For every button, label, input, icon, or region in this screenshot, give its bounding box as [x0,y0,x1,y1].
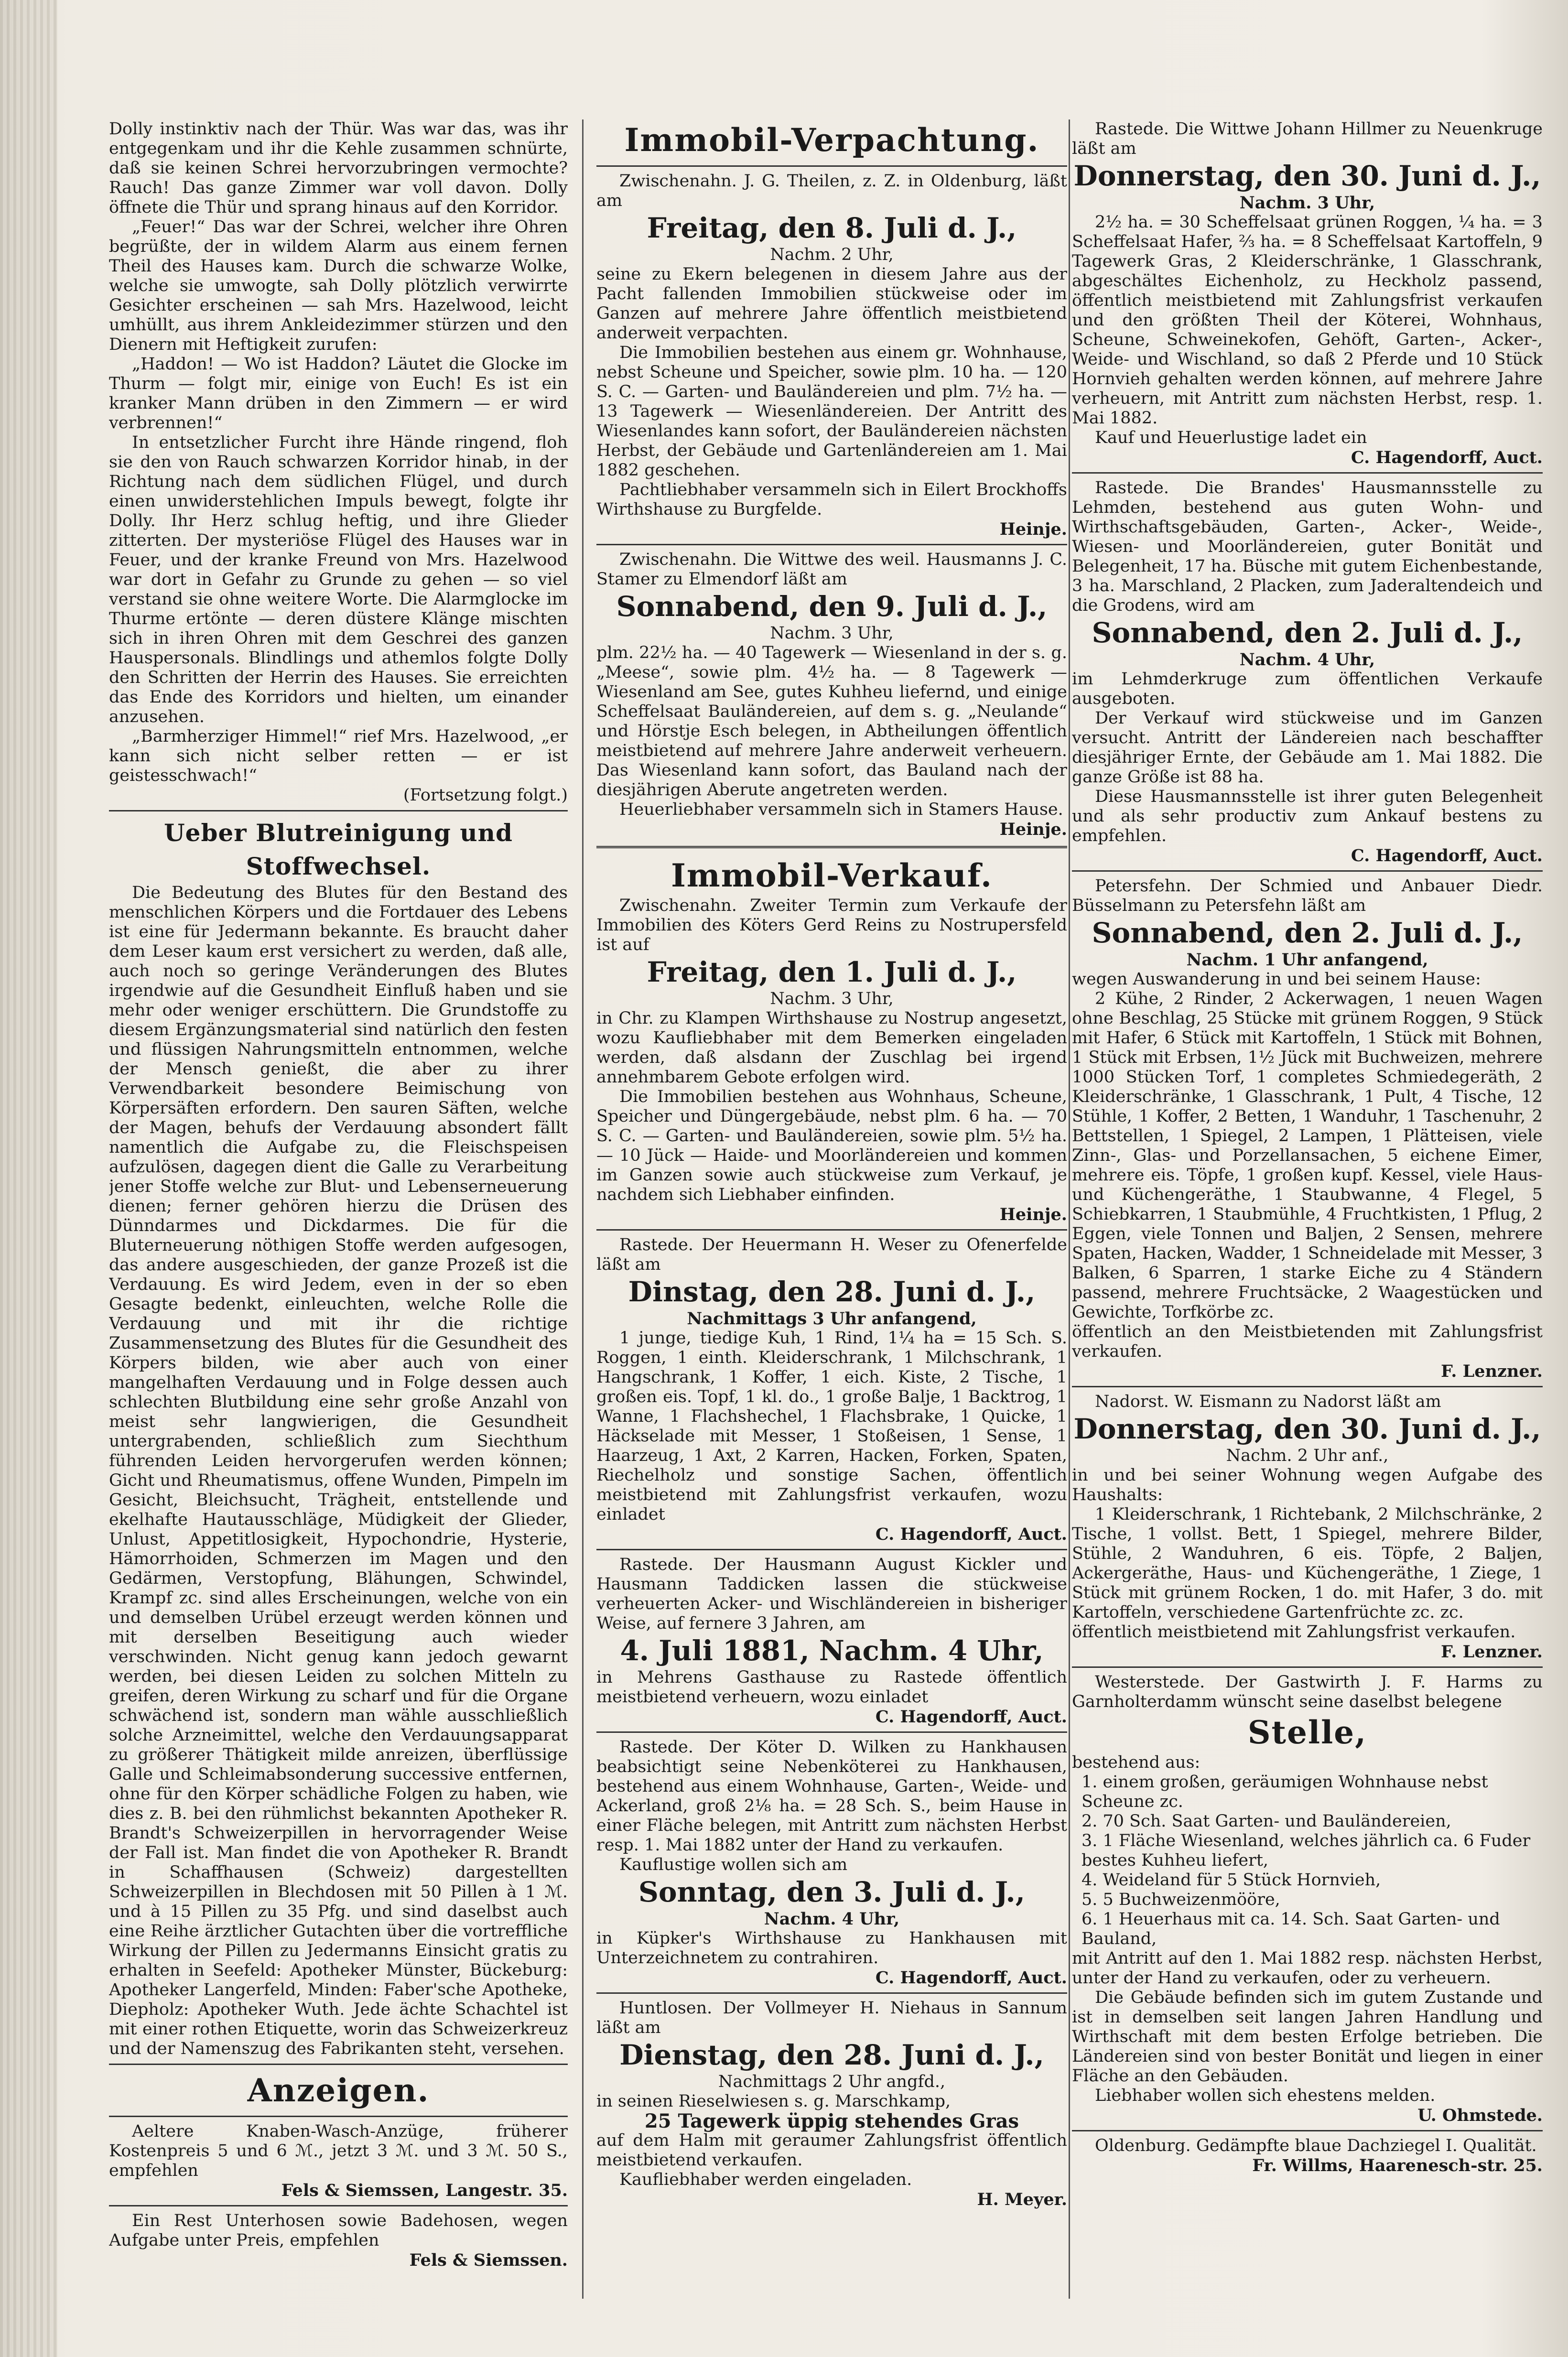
notice-time: Nachmittags 3 Uhr anfangend, [687,1309,977,1329]
notice-lead: Oldenburg. Gedämpfte blaue Dachziegel I. Qualität. [1095,2136,1537,2155]
story-paragraph: „Feuer!“ Das war der Schrei, welcher ihre Ohren begrüßte, der in wildem Alarm aus einem fernen Theil des Hauses kam. Durch die schwarze Wolke, welche sie umwogte, sah Dolly plötzlich verwirrte Gesichter erscheinen — sah Mrs. Hazelwood, leicht umhüllt, aus ihrem Ankleidezimmer stürzen und den Dienern mit Heftigkeit zurufen: [109,217,568,354]
notice-title: Stelle, [1247,1714,1367,1751]
column-2 [596,119,1067,2214]
ad-text: Aeltere Knaben-Wasch-Anzüge, früherer Kostenpreis 5 und 6 ℳ., jetzt 3 ℳ. und 3 ℳ. 50 S., empfehlen [109,2122,568,2180]
article-paragraph: Die Bedeutung des Blutes für den Bestand des menschlichen Körpers und die Fortdauer des Lebens ist eine für Jedermann bekannte. Es braucht daher dem Leser kaum erst versichert zu werden, daß alle, auch noch so geringe Veränderungen des Blutes irgendwie auf die Gesundheit Einfluß haben und sie mehr oder weniger erschüttern. Die Grundstoffe zu diesem Ergänzungsmaterial sind natürlich den festen und flüssigen Nahrungsmitteln entnommen, welche der Mensch genießt, die aber zu ihrer Verwendbarkeit besondere Beimischung von Körpersäften erfordern. Den sauren Säften, welche der Magen, behufs der Verdauung absondert fällt namentlich die Aufgabe zu, die Fleischspeisen aufzulösen, dagegen dient die Galle zu Verarbeitung jener Stoffe welche zur Blut- und Lebenserneuerung dienen; ferner gehören hierzu die Drüsen des Dünndarmes und Dickdarmes. Die für die Bluterneuerung nöthigen Stoffe werden aufgesogen, das andere ausgeschieden, der ganze Prozeß ist die Verdauung. Es wird Jedem, even in der so eben Gesagte bedenkt, einleuchten, welche Rolle die Verdauung und mit ihr die richtige Zusammensetzung des Blutes für die Gesundheit des Körpers bilden, wie aber auch von einer mangelhaften Verdauung und in Folge dessen auch schlechten Blutbildung eine sehr große Anzahl von meist sehr langwierigen, die Gesundheit untergrabenden, schließlich zum Siechthum führenden Leiden hervorgerufen werden können; Gicht und Rheumatismus, offene Wunden, Pimpeln im Gesicht, Bleichsucht, Trägheit, entstellende und ekelhafte Hautausschläge, Müdigkeit der Glieder, Unlust, Appetitlosigkeit, Hypochondrie, Hysterie, Hämorrhoiden, Schmerzen im Magen und den Gedärmen, Verstopfung, Blähungen, Schwindel, Krampf zc. sind alles Erscheinungen, welche von ein und demselben Urübel erzeugt werden können und mit derselben Beseitigung auch wieder verschwinden. Nicht genug kann jedoch gewarnt werden, bei diesen Leiden zu solchen Mitteln zu greifen, deren Wirkung zu scharf und für die Organe schwächend ist, sondern man wähle ausschließlich solche Arzneimittel, welche den Verdauungsapparat zu größerer Thätigkeit milde anreizen, überflüssige Galle und Schleimabsonderung successive entfernen, ohne für den Körper schädliche Folgen zu haben, wie dies z. B. bei den rühmlichst bekannten Apotheker R. Brandt's Schweizerpillen in hervorragender Weise der Fall ist. Man findet die von Apotheker R. Brandt in Schaffhausen (Schweiz) dargestellten Schweizerpillen in Blechdosen mit 50 Pillen à 1 ℳ. und à 15 Pillen zu 35 Pfg. und sind daselbst auch eine Reihe ärztlicher Gutachten über die vortreffliche Wirkung der Pillen zu Jedermanns Einsicht gratis zu erhalten in Seefeld: Apotheker Münster, Bückeburg: Apotheker Langerfeld, Minden: Faber'sche Apotheke, Diepholz: Apotheker Wuth. Jede ächte Schachtel ist mit einer rothen Etiquette, worin das Schweizerkreuz und der Namenszug des Fabrikanten steht, versehen. [109,883,568,2058]
column-1 [109,119,568,2275]
notice-signature: C. Hagendorff, Auct. [1351,448,1543,467]
notice-signature: U. Ohmstede. [1417,2106,1543,2125]
divider [109,2064,568,2065]
notice-lead: Zwischenahn. J. G. Theilen, z. Z. in Oldenburg, läßt am [596,172,1067,210]
notice-time: Nachm. 2 Uhr anf., [1226,1446,1389,1465]
notice-stamer [596,550,1067,839]
notice-lead: Rastede. Die Wittwe Johann Hillmer zu Neuenkruge läßt am [1072,119,1543,158]
notice-text: öffentlich meistbietend mit Zahlungsfrist verkaufen. [1072,1622,1516,1642]
list-item: 4. Weideland für 5 Stück Hornvieh, [1081,1870,1381,1890]
divider [109,810,568,811]
notice-brandes [1072,478,1543,865]
column-rule-1 [582,119,584,2299]
list-item: 5. 5 Buchweizenmööre, [1081,1890,1280,1909]
notice-text: Kaufliebhaber werden eingeladen. [619,2170,912,2189]
notice-hillmer [1072,119,1543,467]
notice-text: in Chr. zu Klampen Wirthshause zu Nostrup angesetzt, wozu Kaufliebhaber mit dem Bemerken eingeladen werden, daß alsdann der Zuschlag bei irgend annehmbarem Gebote erfolgen wird. [596,1009,1067,1087]
notice-harms [1072,1673,1543,2125]
notice-eismann [1072,1392,1543,1662]
notice-text: auf dem Halm mit geraumer Zahlungsfrist öffentlich meistbietend verkaufen. [596,2131,1067,2170]
notice-signature: C. Hagendorff, Auct. [875,1968,1067,1988]
ad-signature: Fels & Siemssen, Langestr. 35. [281,2181,568,2200]
notice-lead: Rastede. Die Brandes' Hausmannsstelle zu Lehmden, bestehend aus guten Wohn- und Wirthschaftsgebäuden, Garten-, Acker-, Weide-, Wiesen- und Moorländereien, guter Bonität und Belegenheit, 17 ha. Büsche mit gutem Eichenbestande, 3 ha. Marschland, 2 Placken, zum Jaderaltendeich und die Grodens, wird am [1072,478,1543,615]
ad-unterhosen [109,2211,568,2270]
divider [1072,1666,1543,1668]
notice-date: Dienstag, den 28. Juni d. J., [619,2039,1044,2071]
notice-text: in Küpker's Wirthshause zu Hankhausen mit Unterzeichnetem zu contrahiren. [596,1929,1067,1968]
notice-text: Pachtliebhaber versammeln sich in Eilert Brockhoffs Wirthshause zu Burgfelde. [596,480,1067,519]
notice-text: plm. 22½ ha. — 40 Tagewerk — Wiesenland in der s. g. „Meese“, sowie plm. 4½ ha. — 8 Tagewerk — Wiesenland am See, gutes Kuhheu liefernd, und einige Scheffelsaat Bauländereien, auf dem s. g. „Neulande“ und Hörstje Esch belegen, in Abtheilungen öffentlich meistbietend auf mehrere Jahre anderweit verheuern. Das Wiesenland kann sofort, das Bauland nach der diesjährigen Aberute angetreten werden. [596,643,1067,800]
divider [596,846,1067,848]
divider [109,2116,568,2117]
notice-signature: C. Hagendorff, Auct. [875,1524,1067,1544]
notice-date: Sonnabend, den 2. Juli d. J., [1092,616,1523,649]
article-title: Ueber Blutreinigung und Stoffwechsel. [164,819,513,880]
notice-lead: Rastede. Der Heuermann H. Weser zu Ofenerfelde läßt am [596,1235,1067,1274]
notice-weser [596,1235,1067,1544]
notice-date: Freitag, den 1. Juli d. J., [647,956,1017,988]
notice-reins [596,896,1067,1224]
notice-text: in Mehrens Gasthause zu Rastede öffentlich meistbietend verheuern, wozu einladet [596,1668,1067,1707]
notice-time: Nachm. 2 Uhr, [770,245,894,264]
list-item: 2. 70 Sch. Saat Garten- und Bauländereien, [1081,1812,1451,1831]
notice-signature: Heinje. [999,820,1067,839]
ad-signature: Fels & Siemssen. [409,2250,568,2270]
notice-text: 2 Kühe, 2 Rinder, 2 Ackerwagen, 1 neuen Wagen ohne Beschlag, 25 Stücke mit grünem Roggen, 9 Stück mit Hafer, 6 Stück mit Kartoffeln, 1 Stück mit Bohnen, 1 Stück mit Erbsen, 1½ Jück mit Buchweizen, mehrere 1000 Stücken Torf, 1 completes Schmiedegeräth, 2 Kleiderschränke, 1 Glasschrank, 1 Pult, 4 Tische, 12 Stühle, 1 Koffer, 2 Betten, 1 Wanduhr, 1 Taschenuhr, 2 Bettstellen, 1 Spiegel, 2 Lampen, 1 Plätteisen, viele Zinn-, Glas- und Porzellansachen, 5 eichene Eimer, mehrere eis. Töpfe, 1 großen kupf. Kessel, viele Haus- und Küchengeräthe, 1 Staubwanne, 4 Flegel, 5 Schiebkarren, 1 Staubmühle, 4 Fruchtkisten, 1 Pflug, 2 Eggen, viele Tonnen und Baljen, 2 Sensen, mehrere Spaten, Hacken, Wadder, 1 Schneidelade mit Messer, 3 Balken, 6 Sparren, 1 starke Eiche zu 4 Ständern passend, mehrere Fruchtsäcke, 2 Waagestücken und Gewichte, Torfkörbe zc. [1072,989,1543,1322]
divider [596,1549,1067,1550]
notice-buesselmann [1072,876,1543,1381]
ads-title: Anzeigen. [247,2072,430,2109]
notice-text: Die Immobilien bestehen aus einem gr. Wohnhause, nebst Scheune und Speicher, sowie plm. 10 ha. — 120 S. C. — Garten- und Bauländereien und plm. 7½ ha. — 13 Tagewerk — Wiesenländereien. Der Antritt des Wiesenlandes kann sofort, der Bauländereien nächsten Herbst, der Gebäude und Gartenländereien am 1. Mai 1882 geschehen. [596,343,1067,480]
notice-lead: Petersfehn. Der Schmied und Anbauer Diedr. Büsselmann zu Petersfehn läßt am [1072,876,1543,915]
divider [596,544,1067,545]
divider [596,1731,1067,1733]
divider [596,1229,1067,1231]
notice-highlight: 25 Tagewerk üppig stehendes Gras [644,2110,1019,2132]
story-paragraph: „Haddon! — Wo ist Haddon? Läutet die Glocke im Thurm — folgt mir, einige von Euch! Es ist ein kranker Mann drüben in den Zimmern — er wird verbrennen!“ [109,355,568,432]
divider [596,1992,1067,1994]
column-rule-2 [1069,119,1070,2299]
ad-knaben-anzuege [109,2122,568,2200]
notice-time: Nachm. 4 Uhr, [1239,650,1375,670]
notice-lead: Westerstede. Der Gastwirth J. F. Harms zu Garnholterdamm wünscht seine daselbst belegene [1072,1673,1543,1711]
notice-text: Die Immobilien bestehen aus Wohnhaus, Scheune, Speicher und Düngergebäude, nebst plm. 6 ha. — 70 S. C. — Garten- und Bauländereien, sowie plm. 5½ ha. — 10 Jück — Haide- und Moorländereien und kommen im Ganzen sowie auch stückweise zum Verkauf, je nachdem sich Liebhaber einfinden. [596,1087,1067,1204]
notice-date: Donnerstag, den 30. Juni d. J., [1073,160,1541,192]
column-3 [1072,119,1543,2180]
notice-signature: Heinje. [999,1205,1067,1224]
notice-signature: H. Meyer. [977,2190,1067,2209]
notice-text: wegen Auswanderung in und bei seinem Hause: [1072,970,1481,989]
notice-text: 1 junge, tiedige Kuh, 1 Rind, 1¼ ha = 15 Sch. S. Roggen, 1 einth. Kleiderschrank, 1 Milchschrank, 1 Hangschrank, 1 Koffer, 1 eich. Kiste, 2 Tische, 1 großen eis. Topf, 1 kl. do., 1 große Balje, 1 Backtrog, 1 Wanne, 1 Flachshechel, 1 Flachsbrake, 1 Quicke, 1 Häckselade mit Messer, 1 Stoßeisen, 1 Sense, 1 Haarzeug, 1 Axt, 2 Karren, Hacken, Forken, Spaten, Riechelholz und sonstige Sachen, öffentlich meistbietend mit Zahlungsfrist verkaufen, wozu einladet [596,1329,1067,1524]
notice-lead: Rastede. Der Köter D. Wilken zu Hankhausen beabsichtigt seine Nebenköterei zu Hankhausen, bestehend aus einem Wohnhause, Garten-, Weide- und Ackerland, groß 2⅛ ha. = 28 Sch. S., beim Hause in einer Fläche belegen, mit Antritt zum nächsten Herbst resp. 1. Mai 1882 unter der Hand zu verkaufen. [596,1738,1067,1855]
page-binding-edge [0,0,57,2357]
story-continued: (Fortsetzung folgt.) [403,786,568,805]
notice-text: Die Gebäude befinden sich im gutem Zustande und ist in demselben seit langen Jahren Handlung und Wirthschaft mit dem besten Erfolge betrieben. Die Ländereien sind von bester Bonität und liegen in einer Fläche an den Gebäuden. [1072,1988,1543,2086]
notice-date: Donnerstag, den 30. Juni d. J., [1073,1413,1541,1445]
notice-text: mit Antritt auf den 1. Mai 1882 resp. nächsten Herbst, unter der Hand zu verkaufen, oder zu verheuern. [1072,1949,1543,1988]
notice-date: 4. Juli 1881, Nachm. 4 Uhr, [620,1634,1044,1667]
notice-text: 2½ ha. = 30 Scheffelsaat grünen Roggen, ¼ ha. = 3 Scheffelsaat Hafer, ⅔ ha. = 8 Scheffelsaat Kartoffeln, 9 Tagewerk Gras, 2 Kleiderschränke, 1 Glasschrank, abgeschältes Eichenholz, zu Heckholz passend, öffentlich meistbietend mit Zahlungsfrist verkaufen und den größten Theil der Köterei, Wohnhaus, Scheune, Schweinekofen, Gehöft, Garten-, Acker-, Weide- und Wischland, so daß 2 Pferde und 10 Stück Hornvieh gehalten werden können, auf mehrere Jahre verheuern, mit Antritt zum nächsten Herbst, resp. 1. Mai 1882. [1072,213,1543,428]
notice-lead: Rastede. Der Hausmann August Kickler und Hausmann Taddicken lassen die stückweise verheuerten Acker- und Wischländereien in bisheriger Weise, auf fernere 3 Jahren, am [596,1555,1067,1633]
notice-time: Nachmittags 2 Uhr angfd., [718,2072,946,2091]
notice-time: Nachm. 3 Uhr, [1239,193,1375,213]
divider [1072,870,1543,872]
notice-date: Freitag, den 8. Juli d. J., [647,212,1017,244]
notice-date: Sonntag, den 3. Juli d. J., [638,1876,1025,1908]
notice-date: Sonnabend, den 9. Juli d. J., [616,590,1048,623]
notice-text: Diese Hausmannsstelle ist ihrer guten Belegenheit und als sehr productiv zum Ankauf bestens zu empfehlen. [1072,787,1543,845]
story-paragraph: „Barmherziger Himmel!“ rief Mrs. Hazelwood, „er kann sich nicht selber retten — er ist geistesschwach!“ [109,727,568,785]
section-title-verpachtung: Immobil-Verpachtung. [624,121,1039,159]
notice-text: Liebhaber wollen sich ehestens melden. [1095,2086,1436,2105]
story-paragraph: In entsetzlicher Furcht ihre Hände ringend, floh sie den von Rauch schwarzen Korridor hinab, in der Richtung nach dem südlichen Flügel, und durch einen unwiderstehlichen Impuls bewegt, folgte ihr Dolly. Ihr Herz schlug heftig, und ihre Glieder zitterten. Der mysteriöse Flügel des Hauses war in Feuer, und der kranke Freund von Mrs. Hazelwood war dort in Gefahr zu Grunde zu gehen — so viel verstand sie ohne weitere Worte. Die Alarmglocke im Thurme ertönte — deren düstere Klänge mischten sich in ihren Ohren mit dem Geschrei des ganzen Hauspersonals. Blindlings und athemlos folgte Dolly den Schritten der Herrin des Hauses. Sie erreichten das Ende des Korridors und hielten, um einander anzusehen. [109,433,568,726]
notice-text: Der Verkauf wird stückweise und im Ganzen versucht. Antritt der Ländereien nach beschaffter diesjähriger Ernte, der Gebäude am 1. Mai 1882. Die ganze Größe ist 88 ha. [1072,709,1543,787]
story-paragraph: Dolly instinktiv nach der Thür. Was war das, was ihr entgegenkam und ihr die Kehle zusammen schnürte, daß sie keinen Schrei hervorzubringen vermochte? Rauch! Das ganze Zimmer war voll davon. Dolly öffnete die Thür und sprang hinaus auf den Korridor. [109,119,568,217]
notice-lead: Zwischenahn. Zweiter Termin zum Verkaufe der Immobilien des Köters Gerd Reins zu Nostrupersfeld ist auf [596,896,1067,954]
notice-date: Dinstag, den 28. Juni d. J., [628,1276,1036,1308]
notice-signature: C. Hagendorff, Auct. [875,1707,1067,1727]
divider [1072,472,1543,474]
divider [596,165,1067,167]
notice-text: öffentlich an den Meistbietenden mit Zahlungsfrist verkaufen. [1072,1322,1543,1361]
notice-text: seine zu Ekern belegenen in diesem Jahre aus der Pacht fallenden Immobilien stückweise oder im Ganzen auf mehrere Jahre öffentlich meistbietend anderweit verpachten. [596,265,1067,343]
list-item: 3. 1 Fläche Wiesenland, welches jährlich ca. 6 Fuder bestes Kuhheu liefert, [1081,1831,1531,1870]
list-item: 6. 1 Heuerhaus mit ca. 14. Sch. Saat Garten- und Bauland, [1081,1910,1500,1948]
notice-signature: Fr. Willms, Haarenesch-str. 25. [1252,2156,1543,2175]
notice-lead: Huntlosen. Der Vollmeyer H. Niehaus in Sannum läßt am [596,1999,1067,2037]
notice-text: Heuerliebhaber versammeln sich in Stamers Hause. [619,800,1063,819]
notice-text: bestehend aus: [1072,1753,1200,1772]
notice-lead: Nadorst. W. Eismann zu Nadorst läßt am [1095,1392,1441,1411]
notice-text: in und bei seiner Wohnung wegen Aufgabe des Haushalts: [1072,1466,1543,1504]
notice-willms [1072,2136,1543,2175]
notice-signature: F. Lenzner. [1440,1362,1543,1381]
notice-time: Nachm. 4 Uhr, [764,1909,900,1929]
item-list [1072,1773,1543,1949]
notice-time: Nachm. 3 Uhr, [770,989,894,1008]
notice-text: Kauflustige wollen sich am [619,1855,848,1874]
notice-signature: C. Hagendorff, Auct. [1351,846,1543,865]
notice-text: Kauf und Heuerlustige ladet ein [1095,428,1367,447]
notice-signature: F. Lenzner. [1440,1642,1543,1662]
list-item: 1. einem großen, geräumigen Wohnhause nebst Scheune zc. [1081,1773,1488,1811]
notice-text: 1 Kleiderschrank, 1 Richtebank, 2 Milchschränke, 2 Tische, 1 vollst. Bett, 1 Spiegel, mehrere Bilder, Stühle, 2 Wanduhren, 6 eis. Töpfe, 2 Baljen, Ackergeräthe, Haus- und Küchengeräthe, 1 Ziege, 1 Stück mit grünem Rocken, 1 do. mit Hafer, 3 do. mit Kartoffeln, verschiedene Gartenfrüchte zc. zc. [1072,1505,1543,1622]
notice-time: Nachm. 1 Uhr anfangend, [1186,950,1428,970]
notice-kickler [596,1555,1067,1727]
notice-niehaus [596,1999,1067,2209]
notice-lead: Zwischenahn. Die Wittwe des weil. Hausmanns J. C. Stamer zu Elmendorf läßt am [596,550,1067,589]
section-title-verkauf: Immobil-Verkauf. [671,857,993,894]
divider [1072,1386,1543,1387]
notice-text: in seinen Rieselwiesen s. g. Marschkamp, [596,2092,951,2111]
notice-theilen [596,172,1067,539]
notice-signature: Heinje. [999,519,1067,539]
notice-date: Sonnabend, den 2. Juli d. J., [1092,917,1523,949]
notice-time: Nachm. 3 Uhr, [770,624,894,643]
divider [1072,2130,1543,2131]
notice-text: im Lehmderkruge zum öffentlichen Verkaufe ausgeboten. [1072,670,1543,708]
ad-text: Ein Rest Unterhosen sowie Badehosen, wegen Aufgabe unter Preis, empfehlen [109,2211,568,2250]
divider [109,2205,568,2206]
notice-wilken [596,1738,1067,1988]
